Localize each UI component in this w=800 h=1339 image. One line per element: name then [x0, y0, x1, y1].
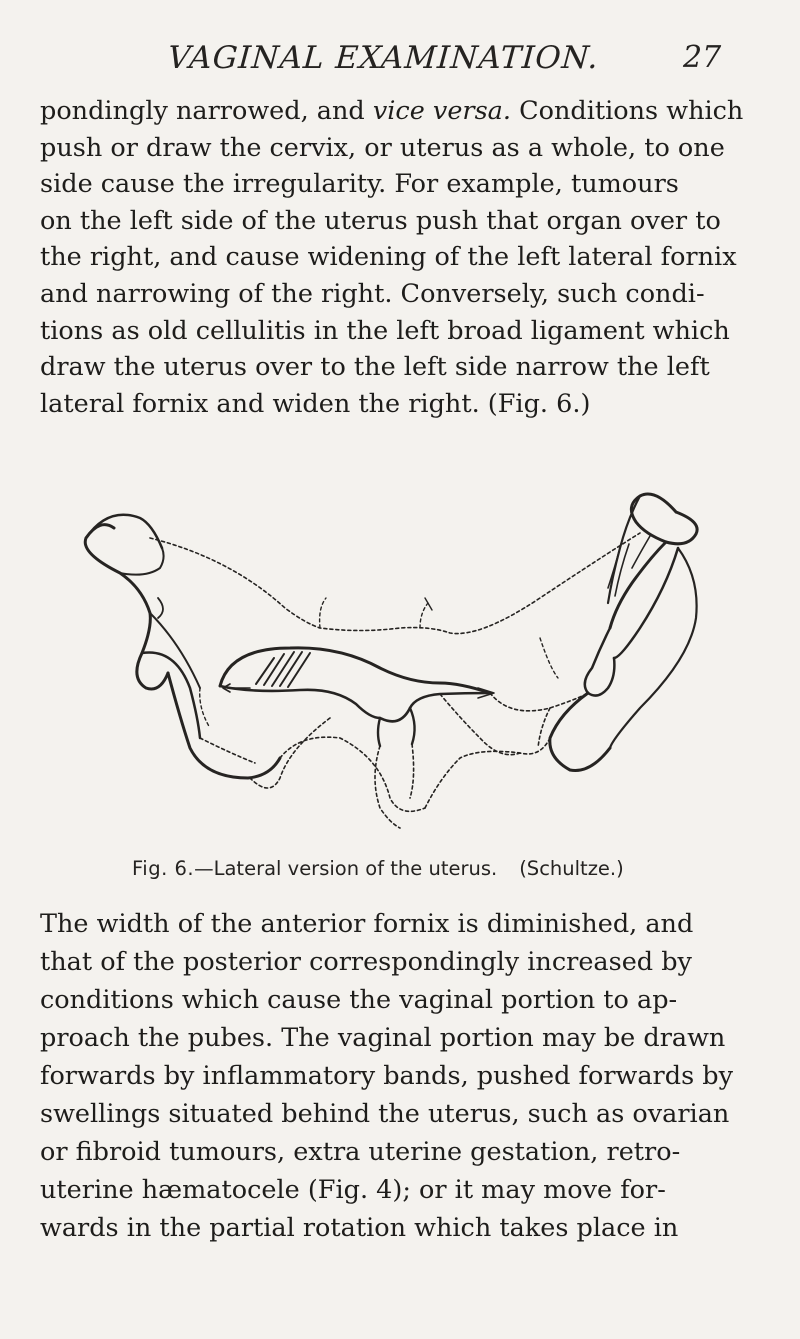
paragraph-2 — [40, 905, 760, 1247]
figure-label: Fig. 6. — [132, 857, 195, 880]
figure-caption — [132, 857, 624, 880]
text-line: tions as old cellulitis in the left broad ligament which — [40, 315, 730, 346]
text-line: wards in the partial rotation which takes place in — [40, 1213, 679, 1243]
text-line: pondingly narrowed, and vice versa. Conditions which — [40, 96, 744, 126]
text-line: draw the uterus over to the left side narrow the left — [40, 352, 710, 383]
text-line: lateral fornix and widen the right. (Fig. 6.) — [40, 388, 591, 419]
italic-phrase: vice versa. — [372, 96, 511, 126]
text-line: and narrowing of the right. Conversely, such condi- — [40, 278, 705, 309]
text-line: swellings situated behind the uterus, such as ovarian — [40, 1099, 730, 1129]
paragraph-1 — [40, 93, 760, 422]
text-line: forwards by inflammatory bands, pushed forwards by — [40, 1061, 733, 1091]
text-line: that of the posterior correspondingly increased by — [40, 947, 692, 977]
running-head — [0, 40, 800, 90]
running-title: VAGINAL EXAMINATION. — [166, 40, 601, 76]
uterus-lateral-version-illustration — [80, 478, 720, 838]
text-line: side cause the irregularity. For example, tumours — [40, 169, 679, 200]
text-line: The width of the anterior fornix is diminished, and — [40, 909, 694, 939]
page-number: 27 — [683, 40, 722, 75]
text-line: push or draw the cervix, or uterus as a whole, to one — [40, 132, 725, 163]
text-line: uterine hæmatocele (Fig. 4); or it may move for- — [40, 1175, 666, 1205]
text-line: proach the pubes. The vaginal portion may be drawn — [40, 1023, 726, 1053]
text-line: the right, and cause widening of the left lateral fornix — [40, 242, 737, 273]
figure-source: (Schultze.) — [519, 857, 624, 880]
text-line: or fibroid tumours, extra uterine gestation, retro- — [40, 1137, 681, 1167]
text-line: on the left side of the uterus push that organ over to — [40, 205, 721, 236]
figure-caption-text: —Lateral version of the uterus. — [194, 857, 498, 880]
text-line: conditions which cause the vaginal portion to ap- — [40, 985, 678, 1015]
